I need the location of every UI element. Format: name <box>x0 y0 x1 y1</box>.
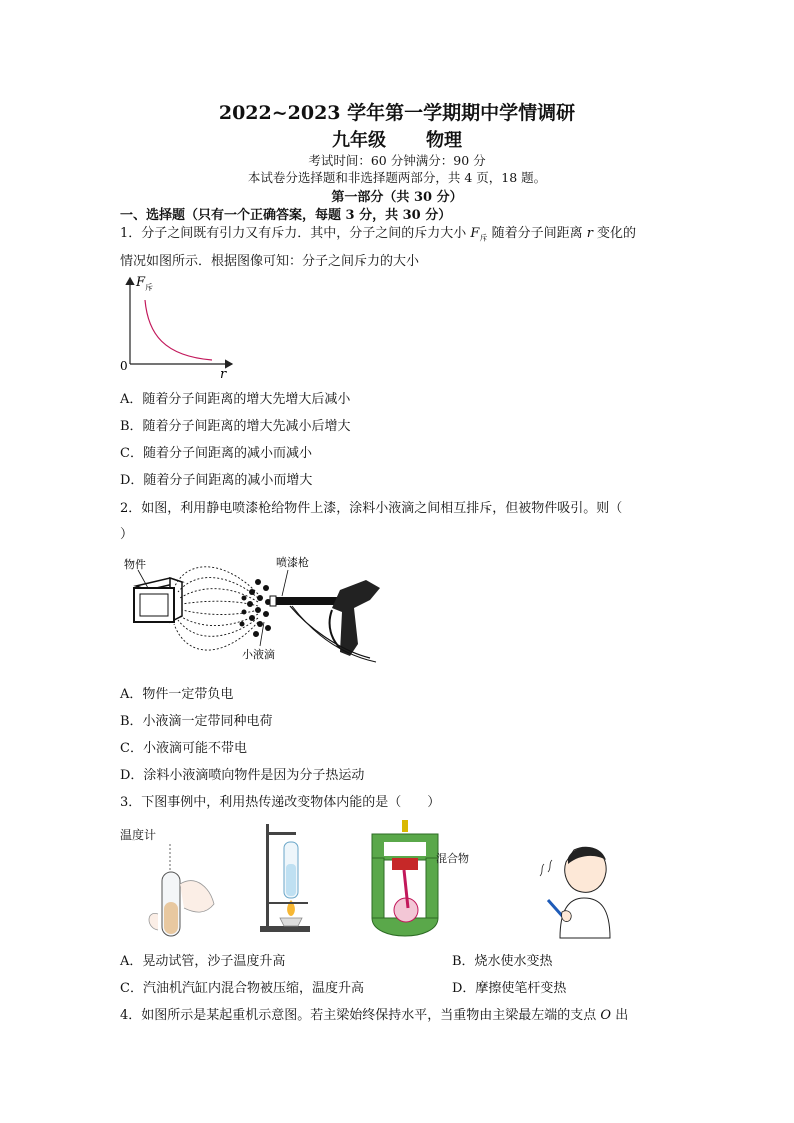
q3-image-d-person <box>534 842 624 942</box>
object-label: 物件 <box>124 558 146 571</box>
q1-option-d[interactable]: D．随着分子间距离的减小而增大 <box>120 473 313 488</box>
q1-force-distance-graph <box>112 272 242 382</box>
q3-option-c[interactable]: C．汽油机汽缸内混合物被压缩，温度升高 <box>120 981 364 996</box>
q3-stem: 3．下图事例中，利用热传递改变物体内能的是（ ） <box>120 795 441 810</box>
grade: 九年级 <box>332 130 386 151</box>
q2-option-c[interactable]: C．小液滴可能不带电 <box>120 741 247 756</box>
origin-label: 0 <box>120 359 128 373</box>
q3-image-b-burner <box>256 818 316 938</box>
q2-stem-line1: 2．如图，利用静电喷漆枪给物件上漆，涂料小液滴之间相互排斥，但被物件吸引。则（ <box>120 501 623 516</box>
repulsion-curve <box>145 300 212 360</box>
q2-option-a[interactable]: A．物件一定带负电 <box>120 687 234 702</box>
q3-image-c-engine <box>366 818 446 938</box>
section-heading: 一、选择题（只有一个正确答案，每题 3 分，共 30 分） <box>120 208 452 223</box>
gun-label: 喷漆枪 <box>276 556 309 569</box>
part-heading: 第一部分（共 30 分） <box>331 190 463 205</box>
exam-time: 考试时间：60 分钟满分：90 分 <box>308 153 486 168</box>
q2-stem-line2: ） <box>120 527 134 542</box>
thermometer-label: 温度计 <box>120 828 157 842</box>
mixture-label: 混合物 <box>436 852 469 865</box>
q4-stem-line1: 4．如图所示是某起重机示意图。若主梁始终保持水平，当重物由主梁最左端的支点 O 出 <box>120 1008 629 1023</box>
object-box <box>134 578 182 622</box>
q2-option-d[interactable]: D．涂料小液滴喷向物件是因为分子热运动 <box>120 768 365 783</box>
x-axis-label: r <box>220 367 227 382</box>
q1-option-b[interactable]: B．随着分子间距离的增大先减小后增大 <box>120 419 351 434</box>
q1-stem-line2: 情况如图所示．根据图像可知：分子之间斥力的大小 <box>120 254 420 269</box>
subject: 物理 <box>426 130 462 151</box>
q2-option-b[interactable]: B．小液滴一定带同种电荷 <box>120 714 273 729</box>
q2-spray-gun-diagram <box>118 552 388 670</box>
q3-option-d[interactable]: D．摩擦使笔杆变热 <box>452 981 567 996</box>
q3-option-a[interactable]: A．晃动试管，沙子温度升高 <box>120 954 286 969</box>
y-axis-label: F <box>136 275 146 290</box>
field-lines <box>174 567 258 650</box>
paper-title: 2022~2023 学年第一学期期中学情调研 <box>218 102 576 124</box>
q1-option-a[interactable]: A．随着分子间距离的增大先增大后减小 <box>120 392 351 407</box>
q1-option-c[interactable]: C．随着分子间距离的减小而减小 <box>120 446 312 461</box>
q3-image-a-test-tube <box>140 844 230 944</box>
q3-option-b[interactable]: B．烧水使水变热 <box>452 954 553 969</box>
exam-description: 本试卷分选择题和非选择题两部分，共 4 页，18 题。 <box>247 170 547 185</box>
grade-subject <box>0 126 794 152</box>
spray-gun <box>270 580 380 662</box>
q1-stem-line1: 1．分子之间既有引力又有斥力．其中，分子之间的斥力大小 $F_斥$ 随着分子间距离 r 变化的 <box>120 226 637 243</box>
droplet-label: 小液滴 <box>242 648 275 661</box>
y-axis-sub: 斥 <box>145 283 153 292</box>
